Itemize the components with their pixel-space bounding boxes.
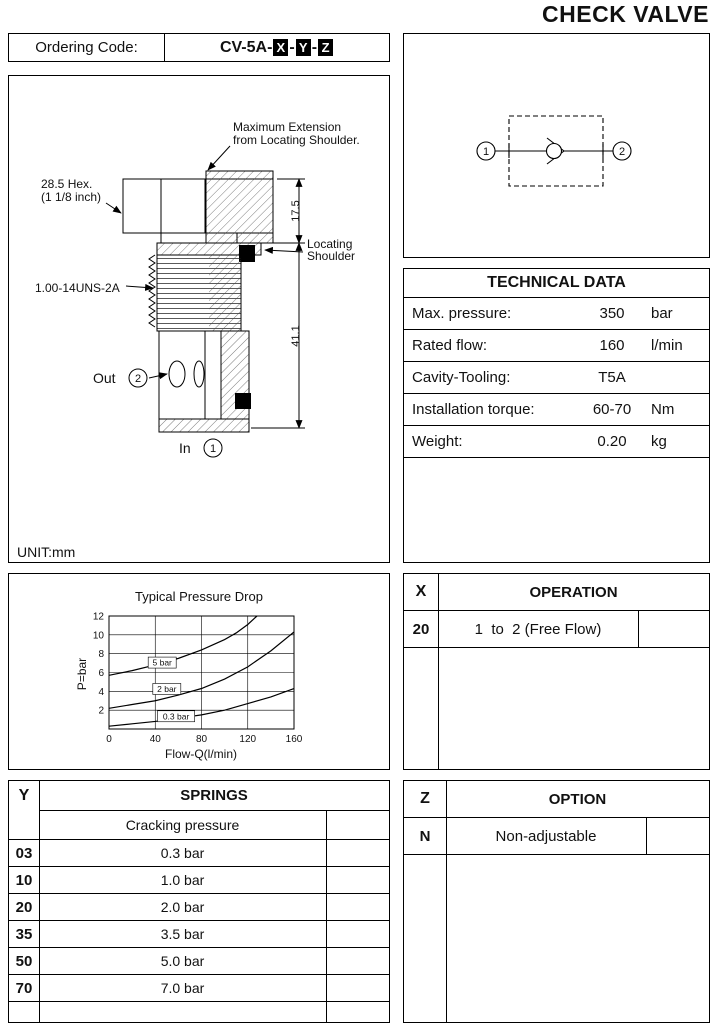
table-row — [404, 394, 709, 426]
svg-text:8: 8 — [98, 649, 104, 661]
pressure-drop-chart — [9, 574, 389, 769]
in-label: In — [179, 440, 191, 456]
operation-empty-cell — [638, 611, 709, 647]
option-header-code: Z — [420, 790, 430, 807]
springs-subtitle: Cracking pressure — [125, 817, 240, 833]
in-port-number: 1 — [209, 443, 217, 455]
valve-body-shapes — [106, 146, 305, 457]
ordering-prefix: CV-5A- — [219, 38, 273, 56]
leader-thread — [126, 286, 153, 288]
tech-label: Weight: — [412, 433, 463, 450]
operation-desc: 1 to 2 (Free Flow) — [474, 620, 602, 638]
symbol-panel — [403, 33, 710, 258]
table-row — [404, 611, 709, 648]
tech-value: T5A — [598, 369, 626, 386]
table-row — [404, 330, 709, 362]
table-row — [404, 362, 709, 394]
svg-text:80: 80 — [195, 734, 208, 745]
divider — [446, 781, 447, 1022]
tech-value: 350 — [599, 305, 625, 322]
ordering-part-x: X — [273, 39, 288, 56]
tech-unit: bar — [651, 305, 673, 322]
symbol-port-2: 2 — [618, 146, 626, 158]
springs-header-code: Y — [18, 787, 30, 804]
option-header-row — [404, 781, 709, 818]
operation-header-code: X — [415, 583, 427, 600]
shoulder-label-1: Locating — [307, 237, 353, 251]
unit-label: UNIT:mm — [17, 544, 76, 560]
spring-code: 10 — [15, 871, 33, 889]
springs-panel — [8, 780, 390, 1023]
table-row — [404, 818, 709, 855]
svg-text:160: 160 — [285, 734, 303, 745]
tech-value: 60-70 — [592, 401, 632, 418]
ordering-sep2: - — [311, 38, 318, 56]
svg-text:4: 4 — [98, 686, 104, 698]
check-valve-symbol — [404, 34, 709, 257]
chart-plot-area — [93, 612, 303, 746]
nose — [159, 419, 249, 432]
svg-text:120: 120 — [239, 734, 257, 745]
valve-section-drawing — [9, 76, 389, 562]
tech-value: 160 — [599, 337, 625, 354]
svg-text:5 bar: 5 bar — [152, 657, 172, 668]
ordering-code-box — [8, 33, 390, 62]
divider — [326, 811, 327, 1022]
table-row — [9, 948, 389, 975]
seal-lower — [235, 393, 251, 409]
leader-shoulder — [265, 250, 303, 252]
springs-header-row — [9, 781, 389, 811]
sleeve-section — [206, 171, 273, 243]
svg-text:0.3 bar: 0.3 bar — [162, 711, 190, 722]
option-panel — [403, 780, 710, 1023]
spring-code: 03 — [15, 844, 33, 862]
out-label: Out — [93, 370, 116, 386]
ordering-part-y: Y — [296, 39, 311, 56]
option-header-title: OPTION — [548, 790, 607, 808]
tech-unit: l/min — [651, 337, 683, 354]
chart-xlabel: Flow-Q(l/min) — [165, 747, 237, 761]
spring-value: 1.0 bar — [160, 872, 205, 888]
tech-label: Max. pressure: — [412, 305, 512, 322]
tech-label: Installation torque: — [412, 401, 535, 418]
spring-value: 0.3 bar — [160, 845, 205, 861]
chart-title: Typical Pressure Drop — [135, 589, 263, 604]
symbol-ball — [547, 144, 562, 159]
svg-text:10: 10 — [92, 630, 104, 642]
spring-value: 3.5 bar — [160, 926, 205, 942]
ordering-code-value — [165, 34, 389, 61]
svg-text:40: 40 — [149, 734, 161, 745]
svg-text:2 bar: 2 bar — [157, 683, 177, 694]
tech-value: 0.20 — [597, 433, 627, 450]
dim-17-5-label: 17.5 — [290, 200, 302, 222]
table-row — [9, 975, 389, 1002]
divider — [438, 574, 439, 769]
ordering-sep1: - — [289, 38, 295, 56]
spring-value: 5.0 bar — [160, 953, 205, 969]
valve-drawing-panel — [8, 75, 390, 563]
operation-header-row — [404, 574, 709, 611]
max-extension-label-2: from Locating Shoulder. — [233, 133, 360, 147]
ordering-part-z: Z — [318, 39, 333, 56]
option-empty-cell — [646, 818, 709, 854]
svg-text:6: 6 — [98, 668, 104, 679]
operation-code: 20 — [412, 620, 430, 638]
spring-code: 35 — [15, 925, 33, 943]
hex-label-2: (1 1/8 inch) — [41, 190, 102, 204]
spring-code: 70 — [15, 979, 33, 997]
svg-text:2: 2 — [98, 705, 104, 717]
leader-hex — [106, 203, 121, 213]
tech-unit: Nm — [651, 401, 675, 418]
divider — [39, 781, 40, 1022]
technical-data-title: TECHNICAL DATA — [404, 269, 709, 298]
thread-label: 1.00-14UNS-2A — [35, 281, 120, 295]
operation-panel — [403, 573, 710, 770]
operation-header-title: OPERATION — [529, 583, 618, 601]
springs-subheader-row — [9, 811, 389, 840]
out-port-hole — [169, 361, 185, 387]
technical-data-panel — [403, 268, 710, 563]
table-row — [9, 867, 389, 894]
tech-label: Rated flow: — [412, 337, 488, 354]
table-row — [404, 298, 709, 330]
spring-value: 7.0 bar — [160, 980, 205, 996]
table-row — [9, 921, 389, 948]
max-extension-label-1: Maximum Extension — [233, 120, 342, 134]
springs-header-title: SPRINGS — [39, 781, 389, 811]
option-code: N — [419, 827, 431, 845]
spring-code: 50 — [15, 952, 33, 970]
symbol-shapes — [477, 116, 631, 186]
option-desc: Non-adjustable — [495, 827, 597, 845]
page-title: CHECK VALVE — [542, 1, 709, 27]
chart-ylabel: P=bar — [75, 657, 89, 691]
shoulder-label-2: Shoulder — [307, 249, 356, 263]
tech-label: Cavity-Tooling: — [412, 369, 511, 386]
hex-label-1: 28.5 Hex. — [41, 177, 93, 191]
svg-text:0: 0 — [106, 734, 112, 745]
symbol-port-1: 1 — [482, 146, 490, 158]
ordering-code-label: Ordering Code: — [9, 34, 165, 61]
spring-code: 20 — [15, 898, 33, 916]
pressure-drop-chart-panel — [8, 573, 390, 770]
tech-unit: kg — [651, 433, 667, 450]
dim-41-1-label: 41.1 — [290, 325, 302, 347]
out-port-number: 2 — [134, 373, 142, 385]
table-row — [9, 894, 389, 921]
spring-value: 2.0 bar — [160, 899, 205, 915]
table-row — [9, 840, 389, 867]
table-row — [404, 426, 709, 458]
svg-text:12: 12 — [92, 611, 104, 623]
leader-max-extension — [208, 146, 230, 170]
